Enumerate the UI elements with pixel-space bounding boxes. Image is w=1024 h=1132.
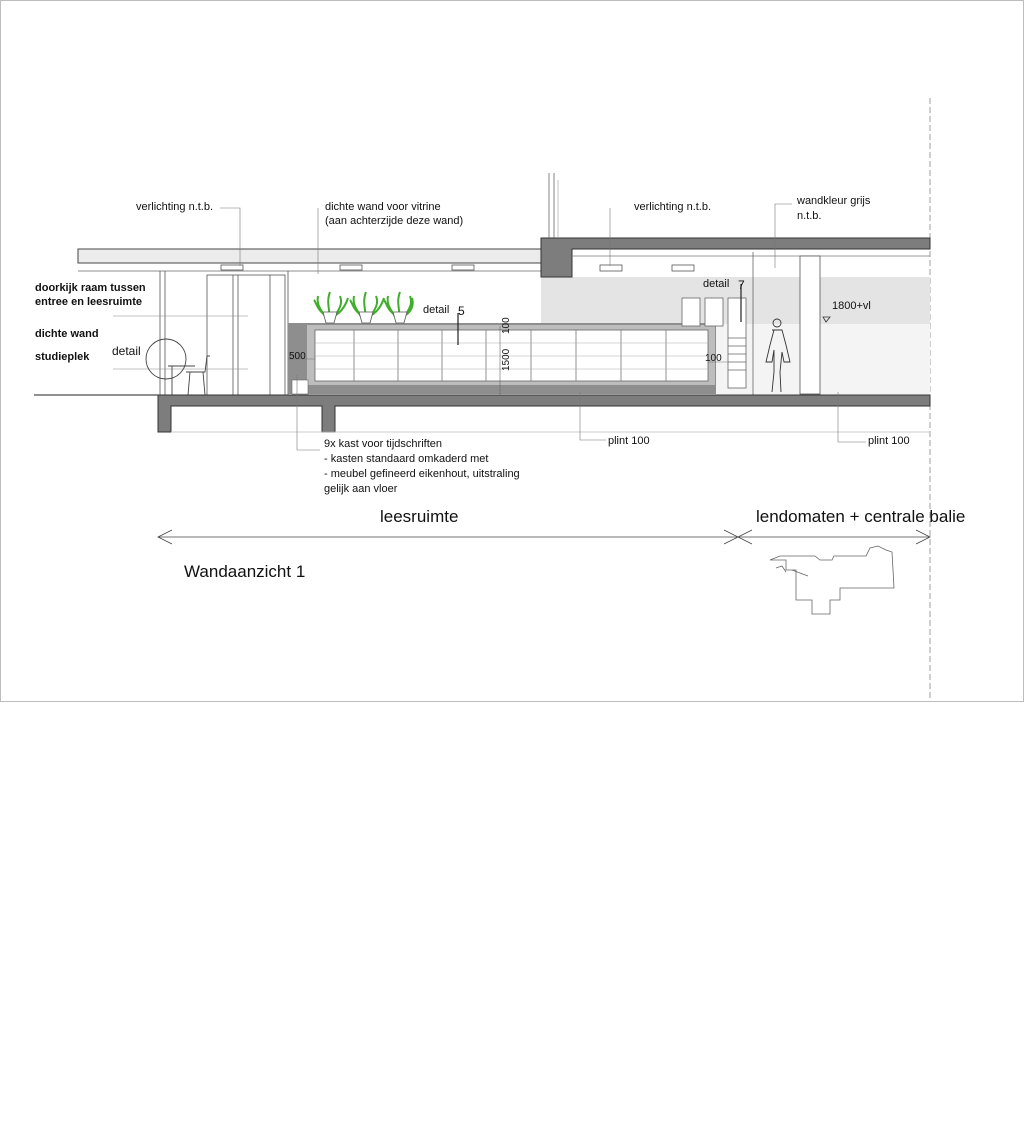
study-place-label: studieplek (35, 351, 90, 363)
window-label-2: entree en leesruimte (35, 296, 142, 308)
dimension-100-right: 100 (705, 353, 722, 364)
detail-7-number: 7 (738, 278, 745, 292)
ceiling-slab-left (78, 249, 541, 263)
closed-wall-study-label: dichte wand (35, 328, 99, 340)
closed-wall-label-2: (aan achterzijde deze wand) (325, 215, 464, 227)
zone-left-label: leesruimte (380, 507, 459, 526)
dimension-1500: 1500 (501, 348, 512, 371)
column (800, 256, 820, 394)
cabinet-note-2: - kasten standaard omkaderd met (324, 453, 489, 465)
plinth-right-label: plint 100 (868, 435, 910, 447)
zone-right-label: lendomaten + centrale balie (756, 507, 966, 526)
detail-5-label: detail (423, 304, 450, 316)
wall-color-label-1: wandkleur grijs (797, 195, 871, 207)
plinth-mid-label: plint 100 (608, 435, 650, 447)
closed-wall-label-1: dichte wand voor vitrine (325, 201, 441, 213)
level-mark-label: 1800+vl (832, 300, 871, 312)
dimension-500: 500 (289, 351, 306, 362)
cabinet-note-4: gelijk aan vloer (324, 483, 398, 495)
detail-7-label: detail (703, 278, 730, 290)
sheet-title: Wandaanzicht 1 (184, 562, 306, 581)
lighting-left-label: verlichting n.t.b. (136, 201, 214, 213)
detail-5-number: 5 (458, 304, 465, 318)
window-label-1: doorkijk raam tussen (35, 282, 146, 294)
detail-circle-label: detail (112, 344, 141, 358)
wall-color-label-2: n.t.b. (797, 210, 822, 222)
cabinet-note-1: 9x kast voor tijdschriften (324, 438, 442, 450)
dimension-100-top: 100 (501, 317, 512, 334)
lighting-right-label: verlichting n.t.b. (634, 201, 712, 213)
cabinet-note-3: - meubel gefineerd eikenhout, uitstraling (324, 468, 520, 480)
